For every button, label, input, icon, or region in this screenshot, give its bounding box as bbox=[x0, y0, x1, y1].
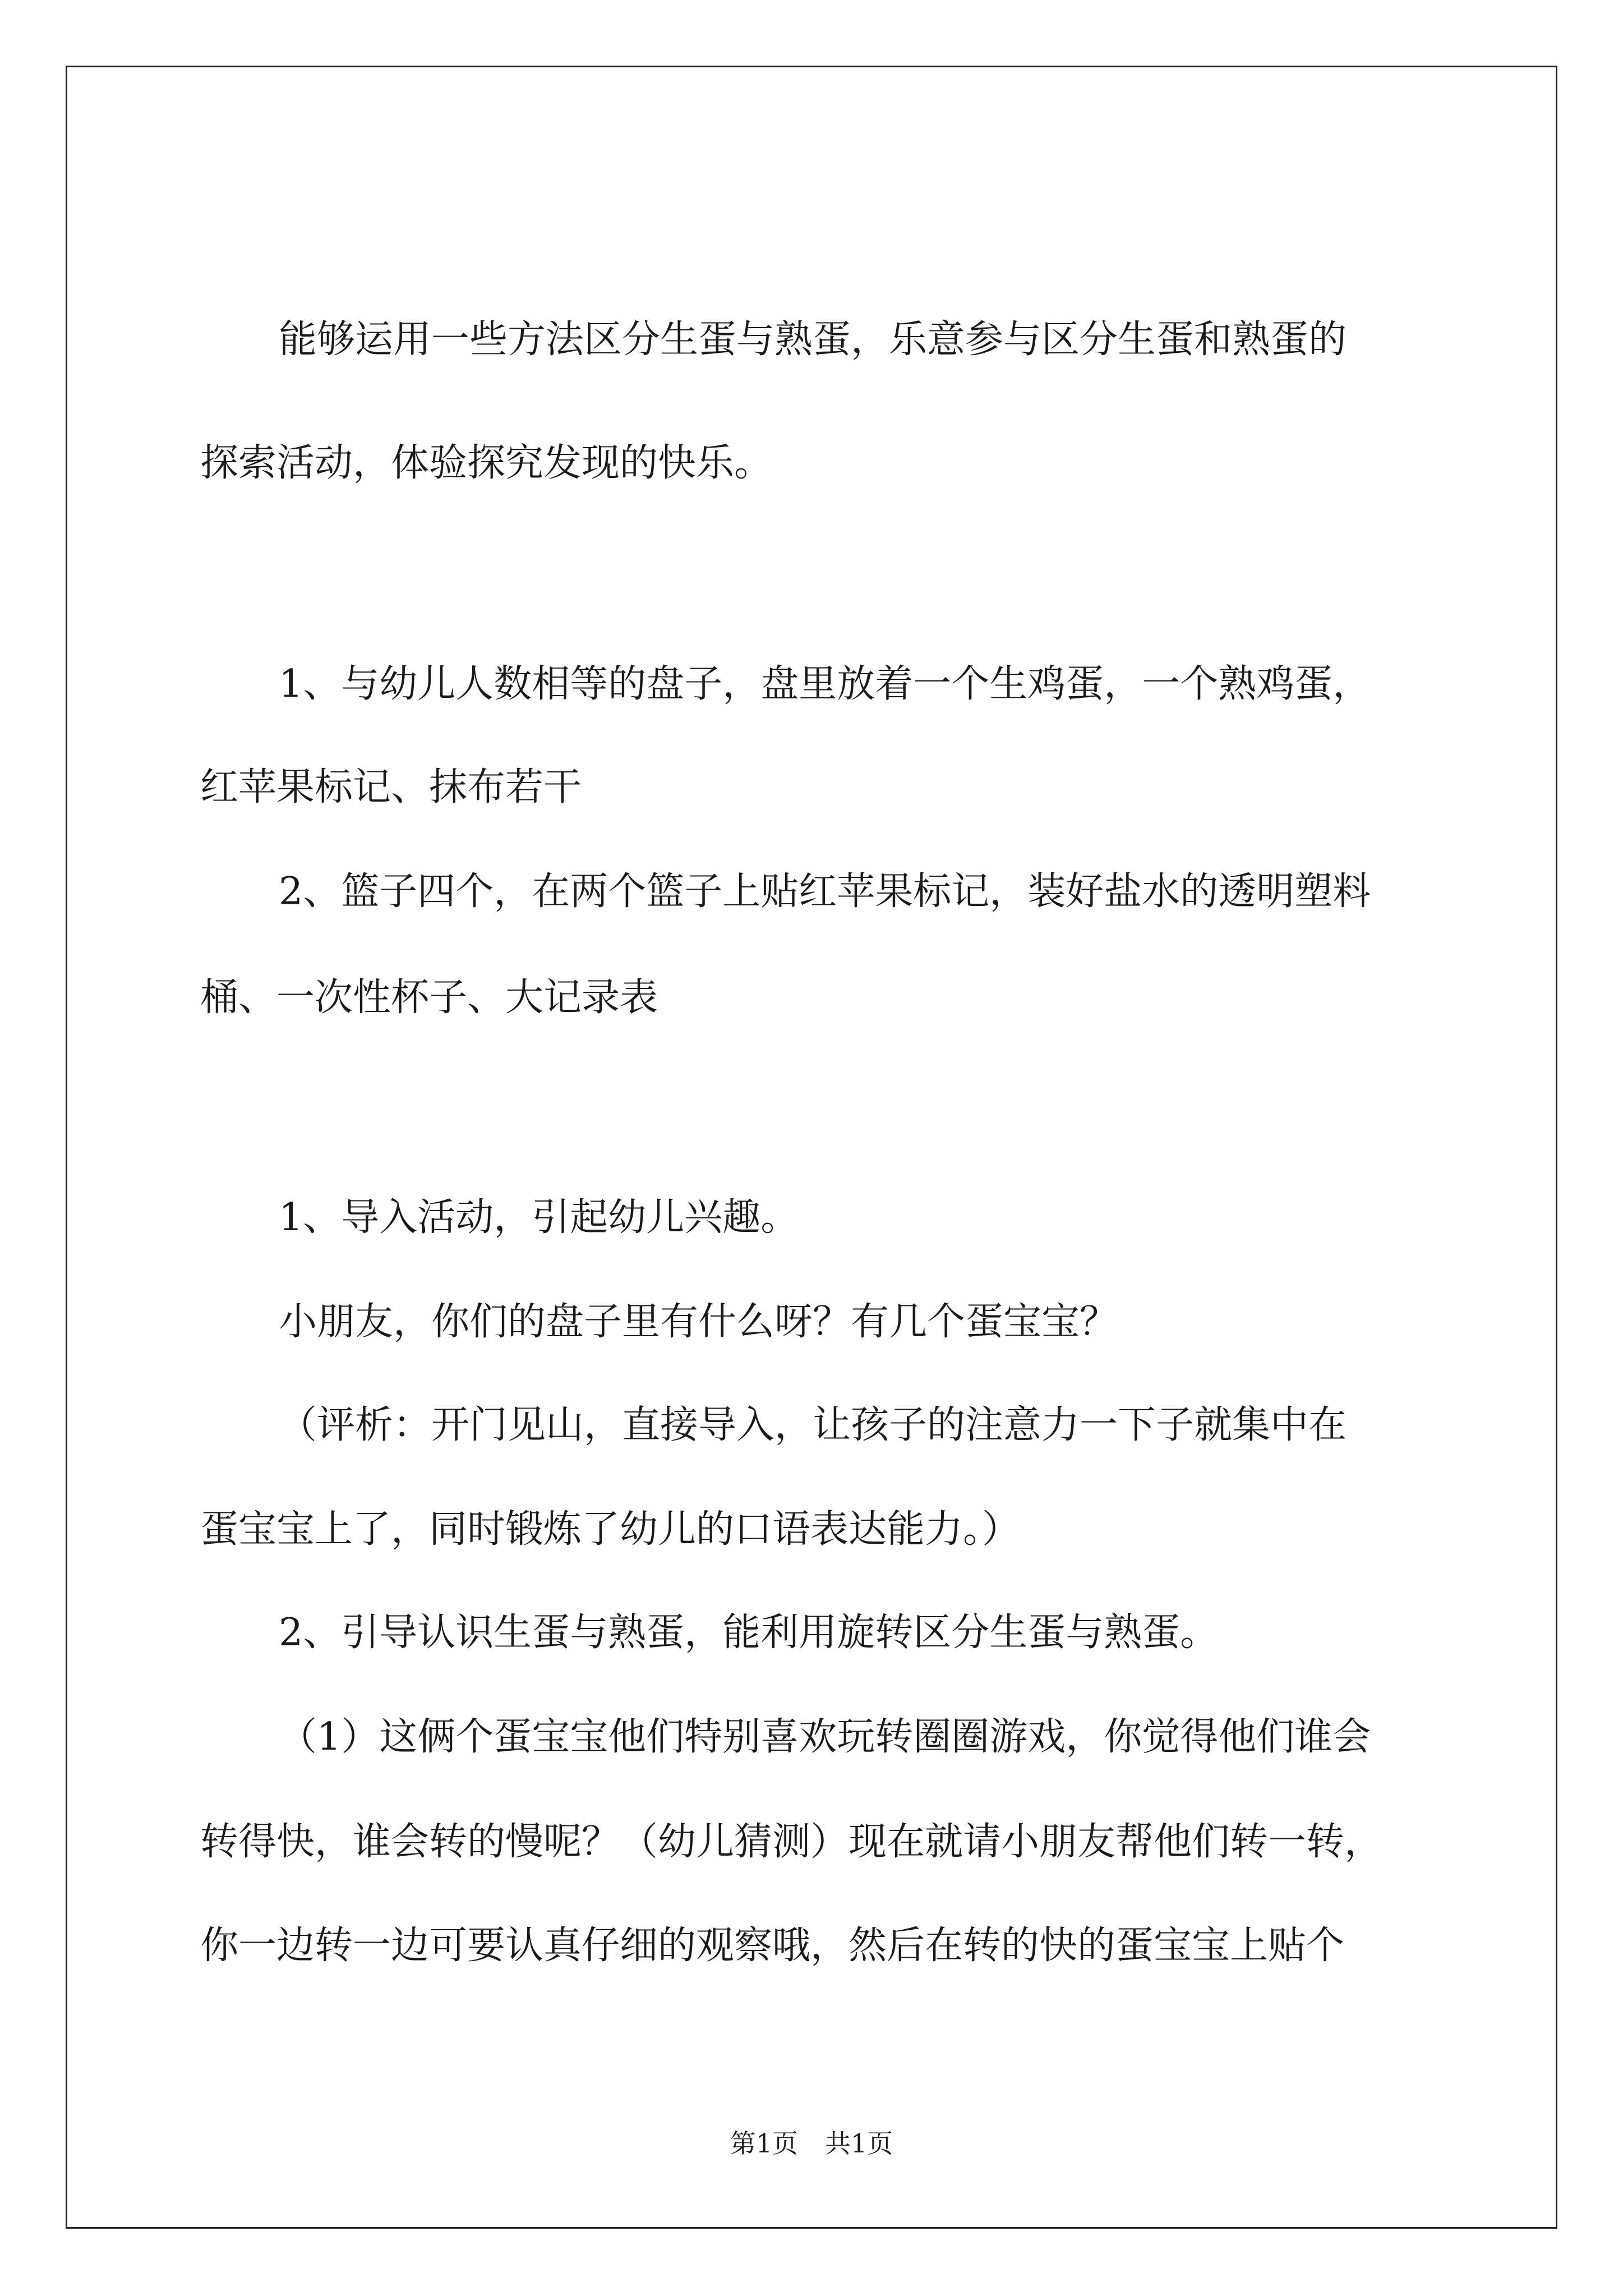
text-line: 1、导入活动，引起幼儿兴趣。 bbox=[279, 1195, 799, 1240]
text-line: 探索活动，体验探究发现的快乐。 bbox=[200, 441, 773, 485]
text-line: 蛋宝宝上了，同时锻炼了幼儿的口语表达能力。） bbox=[200, 1507, 1021, 1552]
text-line: （评析：开门见山，直接导入，让孩子的注意力一下子就集中在 bbox=[279, 1403, 1347, 1447]
text-line: 2、篮子四个，在两个篮子上贴红苹果标记，装好盐水的透明塑料 bbox=[279, 869, 1371, 914]
page-number: 第1页 bbox=[730, 2128, 798, 2159]
text-line: 转得快，谁会转的慢呢？（幼儿猜测）现在就请小朋友帮他们转一转， bbox=[200, 1820, 1383, 1864]
page-total: 共1页 bbox=[825, 2128, 893, 2159]
text-line: 1、与幼儿人数相等的盘子，盘里放着一个生鸡蛋，一个熟鸡蛋， bbox=[279, 662, 1371, 706]
text-line: 小朋友，你们的盘子里有什么呀？有几个蛋宝宝？ bbox=[279, 1300, 1118, 1344]
page-border bbox=[66, 66, 1557, 2229]
page-footer bbox=[0, 2123, 1623, 2160]
text-line: 桶、一次性杯子、大记录表 bbox=[200, 976, 658, 1020]
text-line: 你一边转一边可要认真仔细的观察哦，然后在转的快的蛋宝宝上贴个 bbox=[200, 1924, 1345, 1968]
text-line: （1）这俩个蛋宝宝他们特别喜欢玩转圈圈游戏，你觉得他们谁会 bbox=[279, 1715, 1371, 1759]
text-line: 2、引导认识生蛋与熟蛋，能利用旋转区分生蛋与熟蛋。 bbox=[279, 1611, 1219, 1655]
text-line: 红苹果标记、抹布若干 bbox=[200, 765, 582, 809]
text-line: 能够运用一些方法区分生蛋与熟蛋，乐意参与区分生蛋和熟蛋的 bbox=[279, 318, 1347, 362]
